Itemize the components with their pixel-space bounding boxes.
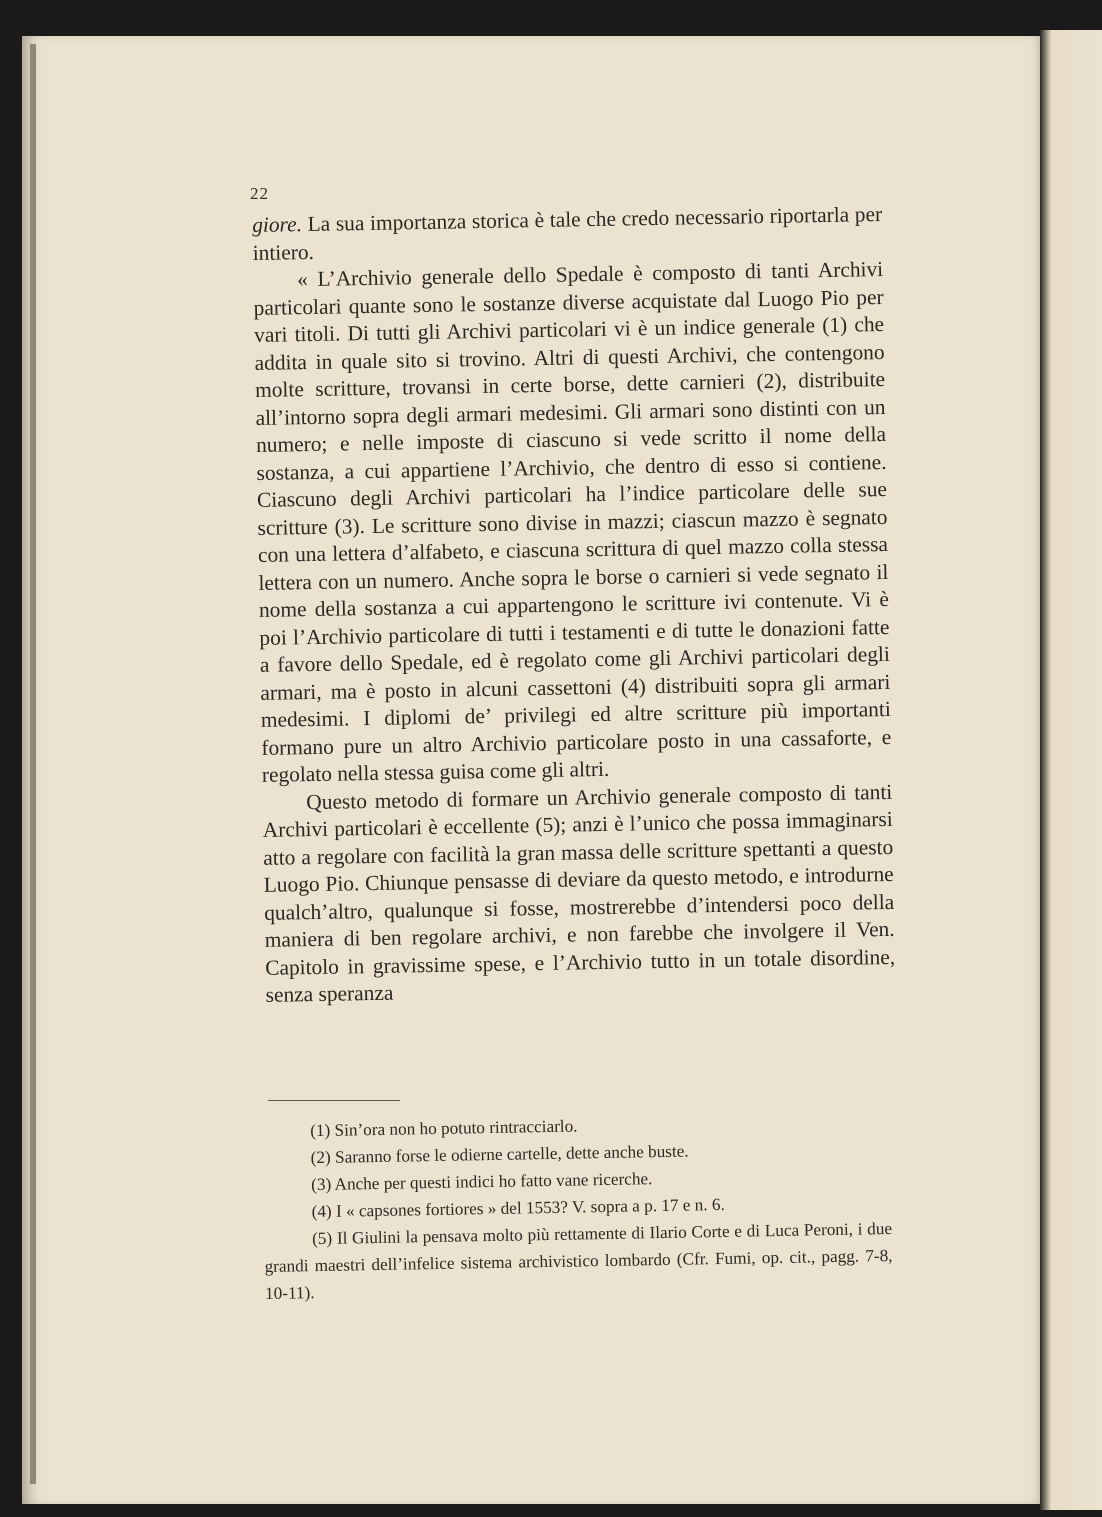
footnote-text: Sin’ora non ho potuto rintracciarlo. — [334, 1116, 578, 1140]
page-number: 22 — [250, 184, 269, 203]
binding-gutter — [30, 44, 36, 1484]
footnote-separator — [268, 1100, 400, 1101]
paragraph-lead-italic: giore. — [252, 212, 303, 237]
footnote-marker: (5) — [311, 1228, 333, 1249]
footnote-text: Il Giulini la pensava molto più rettamente di Ilario Corte e di Luca Peroni, i due grandi maestri dell’infelice sistema archivistico lombardo (Cfr. Fumi, op. cit., pagg. 7-8, 10-11). — [264, 1219, 893, 1303]
footnote-marker: (4) — [311, 1201, 332, 1222]
footnote-marker: (2) — [310, 1147, 331, 1168]
footnotes — [262, 1107, 893, 1307]
footnote-text: Saranno forse le odierne cartelle, dette anche buste. — [334, 1141, 689, 1167]
paragraph-2: « L’Archivio generale dello Spedale è composto di tanti Archivi particolari quante sono le sostanze diverse acquistate dal Luogo Pio per vari titoli. Di tutti gli Archivi particolari vi è un indice generale (1) che addita in quale sito si trovino. Altri di questi Archivi, che contengono molte scritture, trovansi in certe borse, dette carnieri (2), distribuite all’intorno sopra degli armari medesimi. Gli armari sono distinti con un numero; e nelle imposte di ciascuno si vede scritto il nome della sostanza, a cui appartiene l’Archivio, che dentro di esso si contiene. Ciascuno degli Archivi particolari ha l’indice particolare delle sue scritture (3). Le scritture sono divise in mazzi; ciascun mazzo è segnato con una lettera d’alfabeto, e ciascuna scrittura di quel mazzo colla stessa lettera con un numero. Anche sopra le borse o carnieri si vede segnato il nome della sostanza a cui appartengono le scritture ivi contenute. Vi è poi l’Archivio particolare di tutti i testamenti e di tutte le donazioni fatte a favore dello Spedale, ed è regolato come gli Archivi particolari degli armari, ma è posto in alcuni cassettoni (4) distribuiti sopra gli armari medesimi. I diplomi de’ privilegi ed altre scritture più importanti formano pure un altro Archivio particolare posto in una cassaforte, e regolato nella stessa guisa come gli altri. — [253, 256, 892, 787]
footnote-text: I « capsones fortiores » del 1553? V. sopra a p. 17 e n. 6. — [335, 1194, 725, 1221]
footnote-text: Anche per questi indici ho fatto vane ricerche. — [334, 1169, 653, 1194]
footnote-5 — [264, 1215, 893, 1307]
paragraph-text: La sua importanza storica è tale che credo necessario riportarla per intiero. — [252, 202, 883, 265]
footnote-marker: (1) — [310, 1120, 331, 1141]
paragraph-3: Questo metodo di formare un Archivio generale composto di tanti Archivi particolari è eccellente (5); anzi è l’unico che possa immaginarsi atto a regolare con facilità la gran massa delle scritture spettanti a questo Luogo Pio. Chiunque pensasse di deviare da questo metodo, e introdurne qualch’altro, qualunque si fosse, mostrerebbe d’intendersi poco della maniera di ben regolare archivi, e non farebbe che involgere il Ven. Capitolo in gravissime spese, e l’Archivio tutto in un totale disordine, senza speranza — [262, 779, 896, 1007]
body-text — [252, 201, 896, 1009]
footnote-marker: (3) — [311, 1174, 332, 1195]
next-page-edge — [1040, 30, 1102, 1510]
